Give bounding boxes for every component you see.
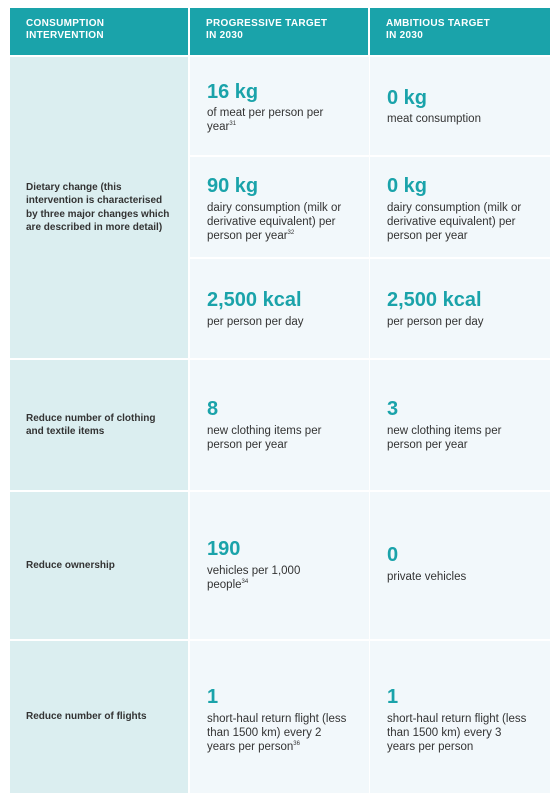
footnote-ref: 34: [241, 579, 249, 586]
cell-kcal-progressive: [190, 259, 369, 358]
header-progressive-target: PROGRESSIVE TARGET IN 2030: [190, 8, 368, 55]
value: 0: [387, 544, 399, 566]
value: 0 kg: [387, 175, 428, 197]
desc: dairy consumption (milk or derivative equivalent) per person per year$^{32}$: [207, 202, 342, 242]
clothing-text: Reduce number of clothing and textile items: [26, 412, 156, 437]
desc: new clothing items per person per year: [387, 425, 502, 451]
row-label-ownership: [10, 492, 188, 639]
value: 2,500 kcal: [207, 289, 302, 311]
desc: new clothing items per person per year: [207, 425, 322, 451]
footnote-ref: 31: [229, 121, 237, 128]
cell-dairy-progressive: [190, 157, 369, 257]
cell-flights-progressive: [190, 641, 369, 793]
cell-meat-ambitious: [370, 57, 550, 155]
cell-clothing-ambitious: [370, 360, 550, 490]
desc: per person per day: [207, 316, 304, 328]
header-ambitious-target: AMBITIOUS TARGET IN 2030: [370, 8, 550, 55]
desc: short-haul return flight (less than 1500 km) every 2 years per person$^{36}$: [207, 713, 347, 753]
value: 16 kg: [207, 81, 259, 103]
cell-dairy-ambitious: [370, 157, 550, 257]
cell-ownership-progressive: [190, 492, 369, 639]
cell-flights-ambitious: [370, 641, 550, 793]
desc: private vehicles: [387, 571, 467, 583]
dietary-change-text: Dietary change (this intervention is characterised by three major changes which are described in more detail): [26, 181, 170, 233]
value: 1: [207, 686, 219, 708]
cell-clothing-progressive: [190, 360, 369, 490]
desc: vehicles per 1,000 people$^{34}$: [207, 565, 301, 591]
value: 190: [207, 538, 241, 560]
desc: per person per day: [387, 316, 484, 328]
footnote-ref: 32: [287, 230, 295, 237]
row-label-flights: [10, 641, 188, 793]
value: 3: [387, 398, 399, 420]
row-label-clothing: [10, 360, 188, 490]
header-consumption-intervention: CONSUMPTION INTERVENTION: [10, 8, 188, 55]
cell-meat-progressive: [190, 57, 369, 155]
value: 8: [207, 398, 219, 420]
desc: of meat per person per year$^{31}$: [207, 107, 324, 133]
cell-kcal-ambitious: [370, 259, 550, 358]
desc: dairy consumption (milk or derivative equivalent) per person per year: [387, 202, 522, 242]
desc: short-haul return flight (less than 1500 km) every 3 years per person: [387, 713, 527, 753]
value: 1: [387, 686, 399, 708]
footnote-ref: 36: [293, 741, 300, 748]
cell-ownership-ambitious: [370, 492, 550, 639]
row-label-dietary-change: [10, 57, 188, 358]
value: 90 kg: [207, 175, 259, 197]
value: 0 kg: [387, 87, 428, 109]
desc: meat consumption: [387, 113, 481, 125]
ownership-text: Reduce ownership: [26, 559, 115, 571]
flights-text: Reduce number of flights: [26, 711, 147, 723]
value: 2,500 kcal: [387, 289, 482, 311]
